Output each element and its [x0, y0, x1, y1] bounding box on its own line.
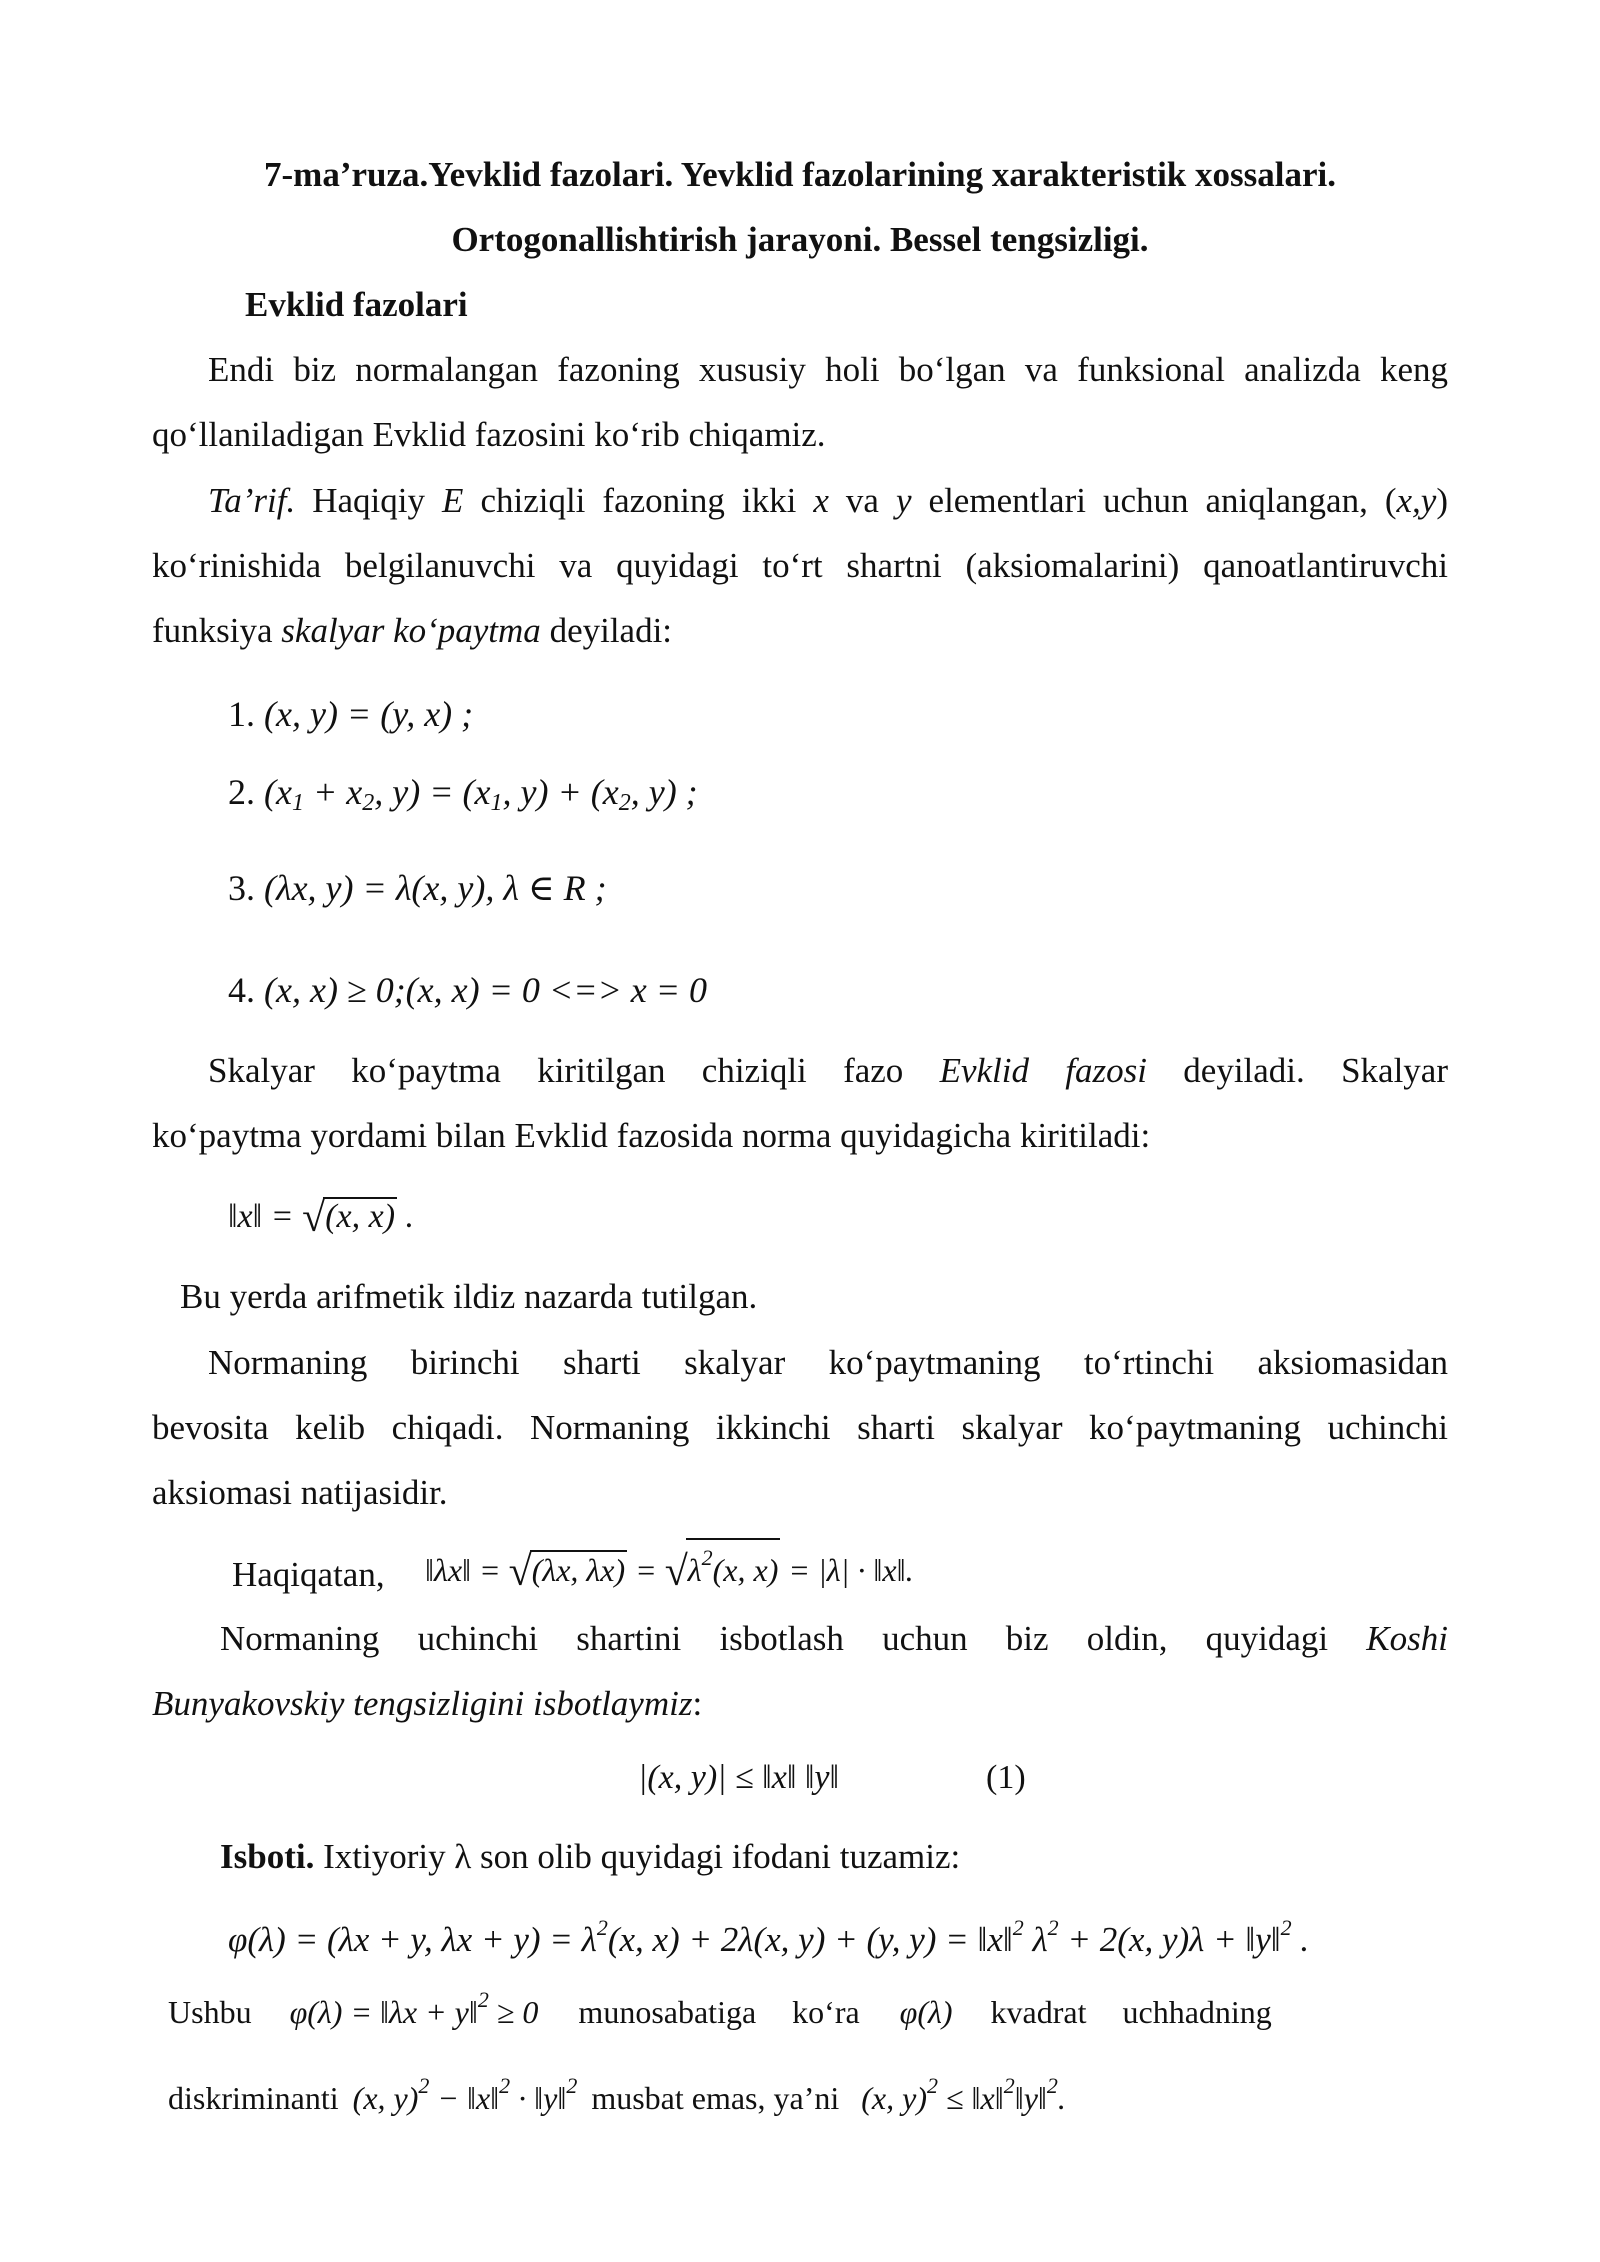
axiom-number: 3. — [228, 868, 255, 908]
equation-number: (1) — [986, 1759, 1026, 1796]
title-line-2: Ortogonallishtirish jarayoni. Bessel tengsizligi. — [451, 220, 1149, 259]
phi-formula: φ(λ) = (λx + y, $\lambda x + y) = \lambda^2(x$, x) + 2λ(x, y) + (y, y) = ‖x‖$^2$ $\lambda^2 + 2(x$, y)λ + ‖y‖$^2$ . — [228, 1915, 1310, 1959]
homogeneity-formula: ‖λx‖ = √(λx, $\lambda x) = √\lambda^2(x$, x) = |λ| · ‖x‖. — [425, 1538, 914, 1594]
definition-label: Ta’rif. — [208, 481, 296, 520]
text-run: chiziqli fazoning ikki — [463, 481, 814, 520]
text-run: ) — [1436, 481, 1448, 520]
proof-label: Isboti. — [220, 1837, 315, 1876]
proof-line-1 — [220, 1835, 960, 1879]
definition-line-2: ko‘rinishida belgilanuvchi va quyidagi to‘rt shartni (aksiomalarini) qanoatlantiruvchi — [152, 546, 1448, 585]
title-line-1: 7-ma’ruza.Yevklid fazolari. Yevklid fazolarining xarakteristik xossalari. — [264, 155, 1336, 194]
text-run: munosabatiga — [578, 1994, 757, 2030]
indeed-label: Haqiqatan, — [232, 1555, 385, 1594]
norm-para-line-2: bevosita kelib chiqadi. Normaning ikkinchi sharti skalyar ko‘paytmaning uchinchi — [152, 1408, 1448, 1447]
result-formula: (x, y)$^2$ ≤ ‖x‖$^2$‖y‖$^2$. — [861, 2073, 1066, 2116]
text-run: Normaning uchinchi shartini isbotlash uchun biz oldin, quyidagi — [220, 1619, 1367, 1658]
axiom-1 — [228, 692, 473, 736]
proof-line-3 — [168, 2064, 1066, 2120]
text-run: uchhadning — [1122, 1994, 1272, 2030]
norm-note: Bu yerda arifmetik ildiz nazarda tutilgan. — [180, 1277, 758, 1316]
axiom-formula: (x, y) = (y, x) ; — [264, 694, 474, 734]
text-run: diskriminanti — [168, 2080, 339, 2116]
text-run: kvadrat — [990, 1994, 1087, 2030]
axiom-number: 1. — [228, 694, 255, 734]
text-run: Ixtiyoriy λ son olib quyidagi ifodani tuzamiz: — [314, 1837, 961, 1876]
text-run: funksiya — [152, 611, 282, 650]
definition-line-3 — [152, 609, 672, 653]
norm-formula: ‖x‖ = √(x, x) . — [228, 1195, 415, 1241]
euclid-line-1 — [208, 1049, 1448, 1093]
axiom-3 — [228, 866, 607, 910]
section-heading: Evklid fazolari — [245, 285, 468, 324]
axiom-formula: (λx, y) = λ(x, y), λ ∈ R ; — [264, 868, 607, 908]
intro-line-2: qo‘llaniladigan Evklid fazosini ko‘rib chiqamiz. — [152, 415, 826, 454]
text-run: deyiladi. Skalyar — [1146, 1051, 1448, 1090]
axiom-2: 2. ($x_1 + x_2$, $y) = (x_1$, $y) + (x_2$, y) ; — [228, 772, 698, 816]
symbol-x: x — [813, 481, 829, 520]
text-run: elementlari uchun aniqlangan, ( — [911, 481, 1397, 520]
axiom-number: 4. — [228, 970, 255, 1010]
text-run: : — [692, 1684, 703, 1723]
proof-line-2 — [168, 1978, 1272, 2034]
cauchy-formula: |(x, y)| ≤ ‖x‖ ‖y‖ — [638, 1759, 840, 1796]
discriminant-formula: (x, y)$^2$ − ‖x‖$^2$ · ‖y‖$^2$ — [352, 2073, 578, 2116]
norm-para-line-1: Normaning birinchi sharti skalyar ko‘paytmaning to‘rtinchi aksiomasidan — [208, 1343, 1448, 1382]
text-run: va — [828, 481, 896, 520]
text-run: musbat emas, ya’ni — [591, 2080, 840, 2116]
euclid-line-2: ko‘paytma yordami bilan Evklid fazosida norma quyidagicha kiritiladi: — [152, 1116, 1151, 1155]
cauchy-line-2 — [152, 1682, 702, 1726]
term-koshi: Koshi — [1366, 1619, 1448, 1658]
norm-para-line-3: aksiomasi natijasidir. — [152, 1473, 448, 1512]
text-run: Haqiqiy — [295, 481, 443, 520]
axiom-formula: (x, x) ≥ 0;(x, x) = 0 <=> x = 0 — [264, 970, 708, 1010]
phi-symbol: φ(λ) — [899, 1994, 953, 2030]
axiom-4 — [228, 968, 707, 1012]
phi-inequality: φ(λ) = ‖λx + y‖$^2$ ≥ 0 — [289, 1987, 539, 2030]
text-run: deyiladi: — [540, 611, 673, 650]
term-scalar-product: skalyar ko‘paytma — [281, 611, 541, 650]
definition-line-1 — [208, 479, 1448, 523]
text-run: Skalyar ko‘paytma kiritilgan chiziqli fazo — [208, 1051, 940, 1090]
axiom-number: 2. — [228, 772, 255, 812]
text-run: ko‘ra — [792, 1994, 860, 2030]
symbol-E: E — [442, 481, 464, 520]
symbol-y: y — [895, 481, 912, 520]
cauchy-line-1 — [220, 1617, 1448, 1661]
symbol-xy: x,y — [1396, 481, 1437, 520]
term-euclid-space: Evklid fazosi — [939, 1051, 1147, 1090]
text-run: Ushbu — [168, 1994, 252, 2030]
intro-line-1: Endi biz normalangan fazoning xususiy holi bo‘lgan va funksional analizda keng — [208, 350, 1448, 389]
term-inequality: Bunyakovskiy tengsizligini isbotlaymiz — [152, 1684, 693, 1723]
